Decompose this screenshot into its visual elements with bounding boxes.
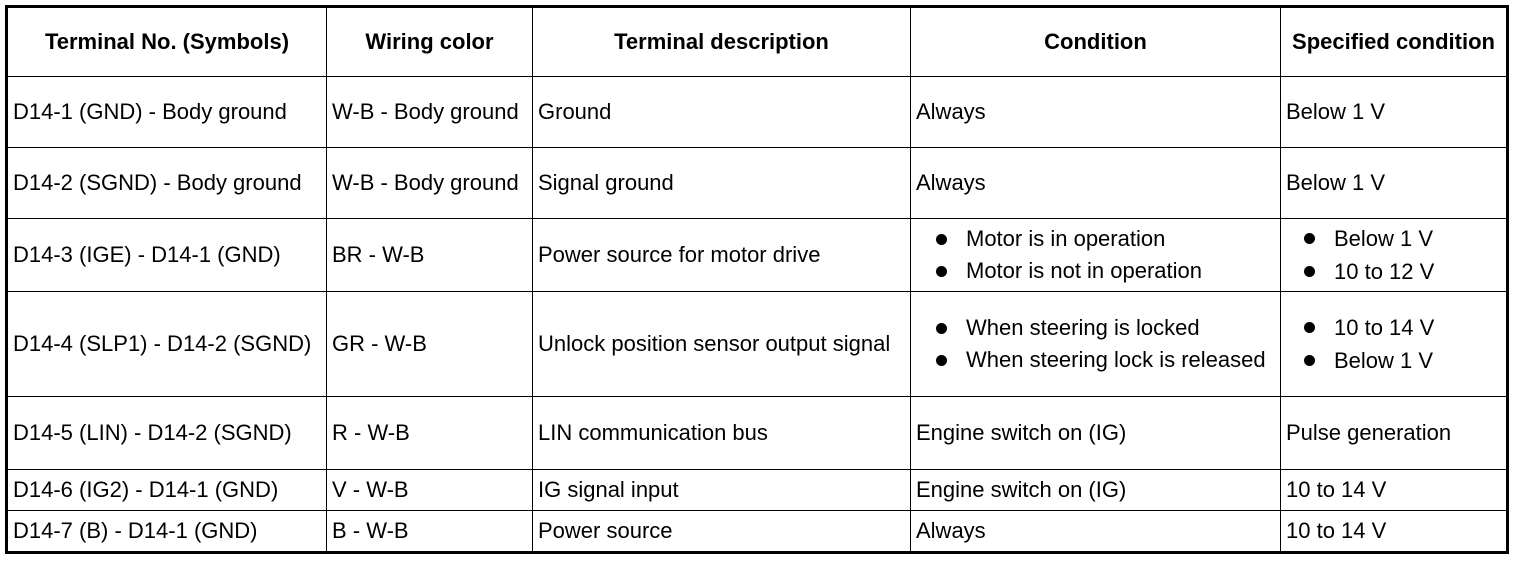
specified-cell: Below 1 V [1281,148,1508,219]
condition-item: When steering lock is released [916,344,1275,376]
description-cell: Power source [533,511,911,553]
header-condition: Condition [911,7,1281,77]
condition-cell: Always [911,77,1281,148]
table-row [7,77,1508,148]
specified-cell: 10 to 14 V [1281,511,1508,553]
specified-list [1286,222,1501,288]
header-row [7,7,1508,77]
header-terminal-description: Terminal description [533,7,911,77]
wiring-cell: BR - W-B [327,219,533,292]
condition-list [916,223,1275,287]
condition-item: Motor is in operation [916,223,1275,255]
condition-cell: Always [911,148,1281,219]
condition-item: When steering is locked [916,312,1275,344]
condition-cell [911,219,1281,292]
table-row [7,397,1508,470]
terminal-cell: D14-1 (GND) - Body ground [7,77,327,148]
specified-list [1286,311,1501,377]
specified-item: 10 to 12 V [1286,255,1501,288]
table-row [7,511,1508,553]
description-cell: Power source for motor drive [533,219,911,292]
terminal-cell: D14-3 (IGE) - D14-1 (GND) [7,219,327,292]
terminal-cell: D14-2 (SGND) - Body ground [7,148,327,219]
condition-cell: Engine switch on (IG) [911,470,1281,511]
table-row [7,470,1508,511]
wiring-cell: B - W-B [327,511,533,553]
terminal-cell: D14-7 (B) - D14-1 (GND) [7,511,327,553]
condition-cell: Engine switch on (IG) [911,397,1281,470]
condition-cell: Always [911,511,1281,553]
specified-cell [1281,219,1508,292]
header-wiring-color: Wiring color [327,7,533,77]
wiring-cell: W-B - Body ground [327,77,533,148]
terminal-cell: D14-4 (SLP1) - D14-2 (SGND) [7,292,327,397]
wiring-cell: V - W-B [327,470,533,511]
terminal-cell: D14-5 (LIN) - D14-2 (SGND) [7,397,327,470]
table-row [7,292,1508,397]
condition-item: Motor is not in operation [916,255,1275,287]
specified-item: 10 to 14 V [1286,311,1501,344]
specified-cell: 10 to 14 V [1281,470,1508,511]
condition-list [916,312,1275,376]
header-specified-condition: Specified condition [1281,7,1508,77]
specified-item: Below 1 V [1286,222,1501,255]
description-cell: LIN communication bus [533,397,911,470]
specified-item: Below 1 V [1286,344,1501,377]
specified-cell [1281,292,1508,397]
description-cell: Unlock position sensor output signal [533,292,911,397]
description-cell: Signal ground [533,148,911,219]
wiring-cell: R - W-B [327,397,533,470]
description-cell: Ground [533,77,911,148]
wiring-cell: GR - W-B [327,292,533,397]
specified-cell: Below 1 V [1281,77,1508,148]
header-terminal: Terminal No. (Symbols) [7,7,327,77]
table-row [7,219,1508,292]
table-row [7,148,1508,219]
condition-cell [911,292,1281,397]
specified-cell: Pulse generation [1281,397,1508,470]
wiring-cell: W-B - Body ground [327,148,533,219]
terminal-spec-table [5,5,1509,554]
description-cell: IG signal input [533,470,911,511]
terminal-cell: D14-6 (IG2) - D14-1 (GND) [7,470,327,511]
